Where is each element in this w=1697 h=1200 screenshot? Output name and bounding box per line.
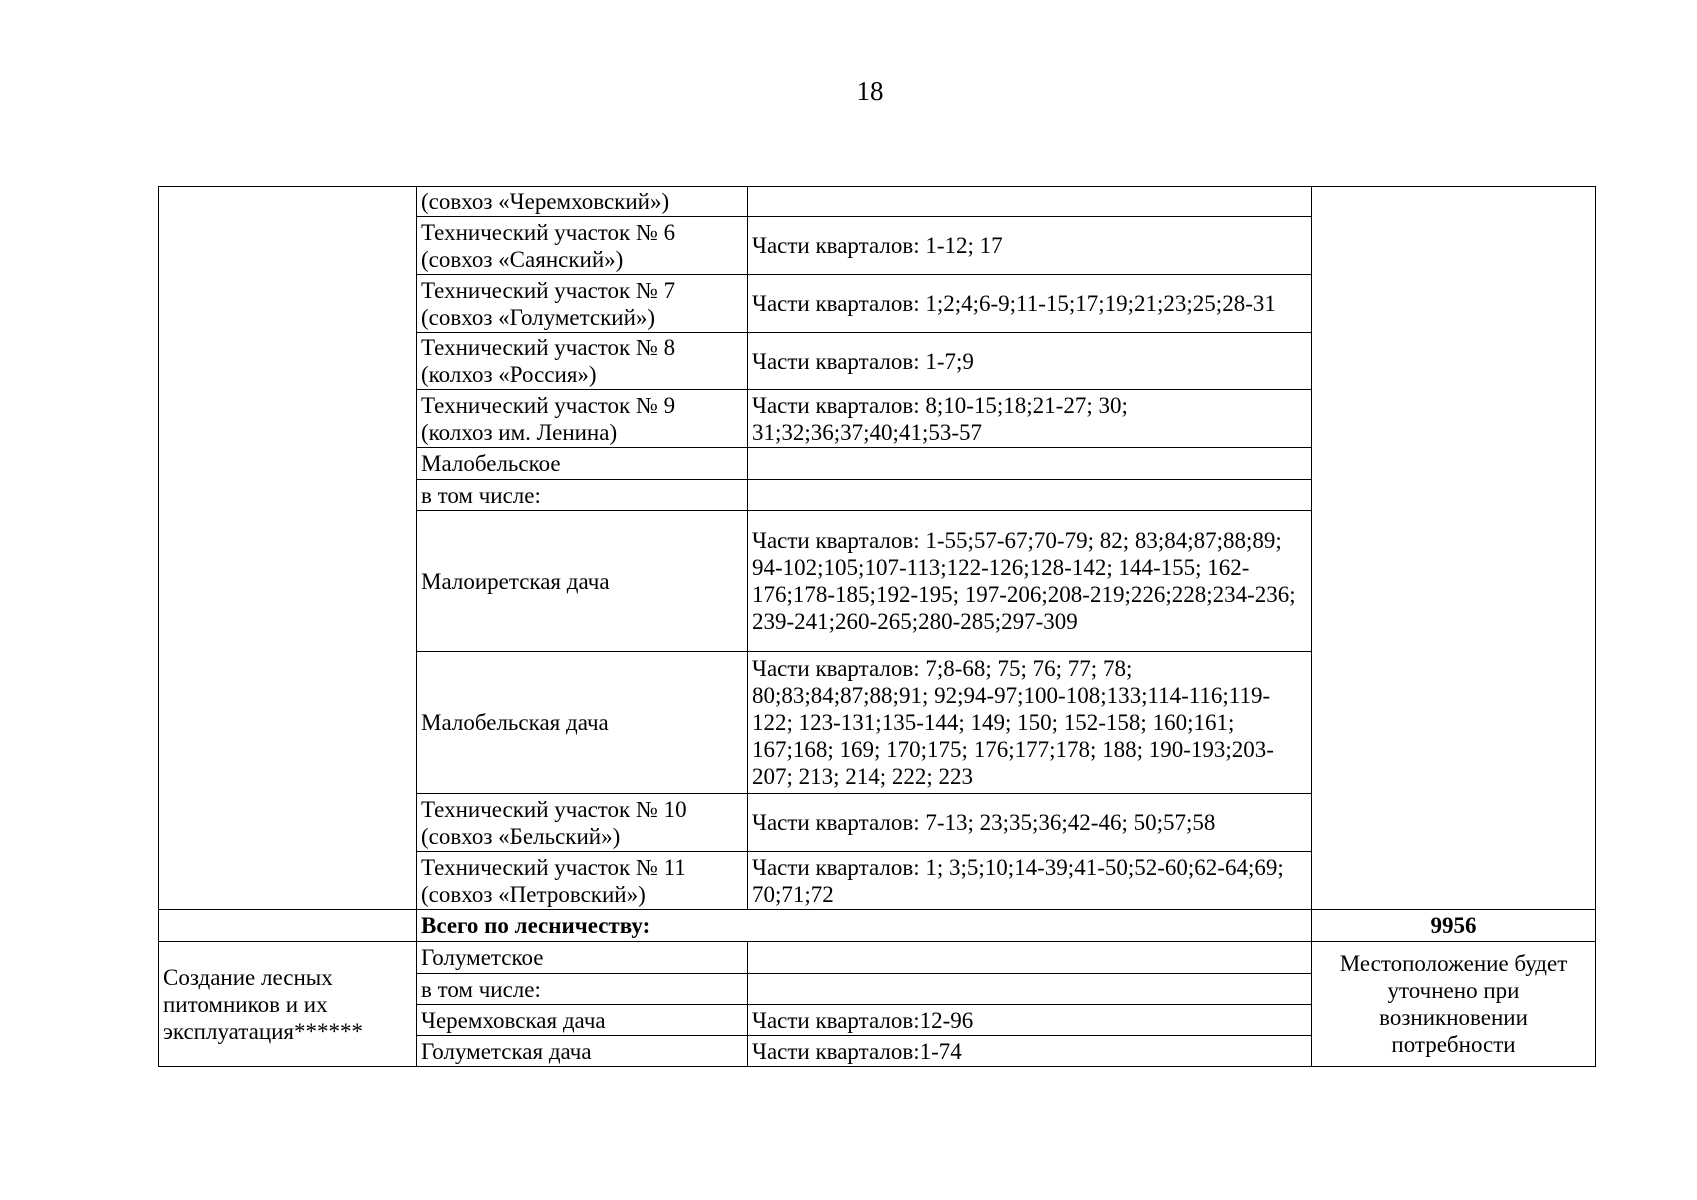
quarters-cell: Части кварталов: 1-12; 17 [748,217,1312,275]
quarters-cell [748,448,1312,480]
quarters-cell: Части кварталов: 8;10-15;18;21-27; 30; 31;32;36;37;40;41;53-57 [748,390,1312,448]
quarters-cell: Части кварталов: 1; 3;5;10;14-39;41-50;52-60;62-64;69; 70;71;72 [748,852,1312,910]
quarters-cell [748,480,1312,511]
quarters-cell: Части кварталов:12-96 [748,1005,1312,1036]
area-name-cell: Малобельское [417,448,748,480]
area-name-cell: Голуметская дача [417,1036,748,1067]
area-name-cell: Технический участок № 9 (колхоз им. Ленина) [417,390,748,448]
area-name-cell: Технический участок № 7 (совхоз «Голуметский») [417,275,748,333]
note-cell [1312,187,1596,910]
total-row [159,910,1596,942]
location-note: Местоположение будет уточнено при возникновении потребности [1312,942,1596,1067]
area-name-cell: Технический участок № 8 (колхоз «Россия») [417,333,748,390]
table-row [159,942,1596,974]
area-name-cell: Голуметское [417,942,748,974]
forestry-table [158,186,1596,1067]
quarters-cell: Части кварталов: 1-55;57-67;70-79; 82; 83;84;87;88;89; 94-102;105;107-113;122-126;128-142; 144-155; 162-176;178-185;192-195; 197-206;208-219;226;228;234-236; 239-241;260-265;280-285;297-309 [748,511,1312,652]
area-name-cell: в том числе: [417,480,748,511]
total-empty-cell [159,910,417,942]
page-number: 18 [856,76,884,106]
quarters-cell: Части кварталов: 7;8-68; 75; 76; 77; 78; 80;83;84;87;88;91; 92;94-97;100-108;133;114-116;119-122; 123-131;135-144; 149; 150; 152-158; 160;161; 167;168; 169; 170;175; 176;177;178; 188; 190-193;203-207; 213; 214; 222; 223 [748,652,1312,794]
quarters-cell [748,187,1312,217]
table-row [159,187,1596,217]
quarters-cell: Части кварталов:1-74 [748,1036,1312,1067]
quarters-cell [748,974,1312,1005]
quarters-cell [748,942,1312,974]
total-value: 9956 [1312,910,1596,942]
quarters-cell: Части кварталов: 7-13; 23;35;36;42-46; 50;57;58 [748,794,1312,852]
quarters-cell: Части кварталов: 1-7;9 [748,333,1312,390]
area-name-cell: (совхоз «Черемховский») [417,187,748,217]
area-name-cell: в том числе: [417,974,748,1005]
quarters-cell: Части кварталов: 1;2;4;6-9;11-15;17;19;21;23;25;28-31 [748,275,1312,333]
area-name-cell: Малоиретская дача [417,511,748,652]
area-name-cell: Черемховская дача [417,1005,748,1036]
activity-cell [159,187,417,910]
activity-nurseries: Создание лесных питомников и их эксплуатация****** [159,942,417,1067]
total-label: Всего по лесничеству: [417,910,1312,942]
area-name-cell: Малобельская дача [417,652,748,794]
area-name-cell: Технический участок № 10 (совхоз «Бельский») [417,794,748,852]
area-name-cell: Технический участок № 11 (совхоз «Петровский») [417,852,748,910]
area-name-cell: Технический участок № 6 (совхоз «Саянский») [417,217,748,275]
